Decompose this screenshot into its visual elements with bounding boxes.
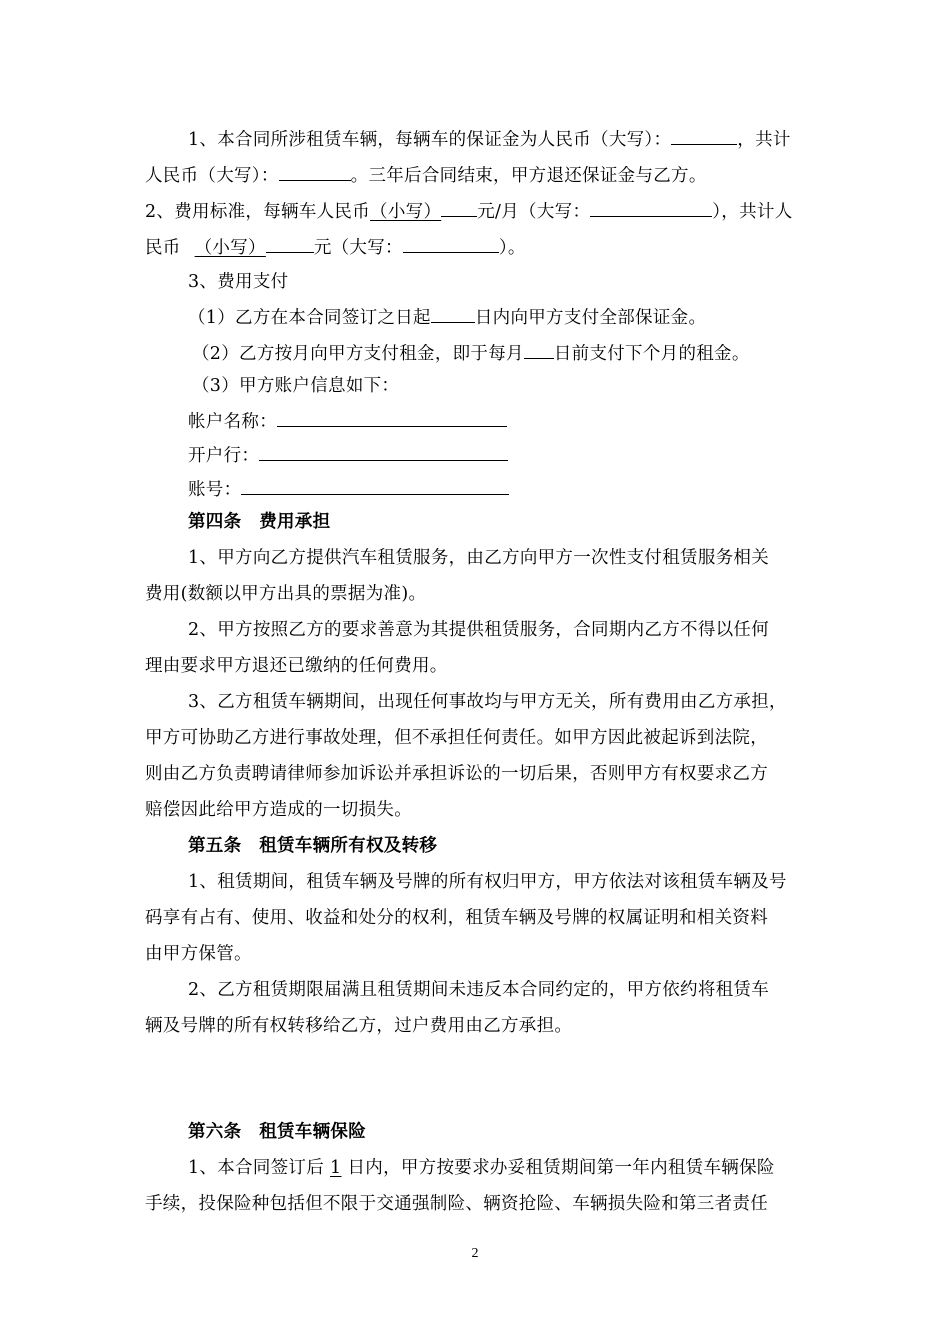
blank-total-amount bbox=[266, 234, 314, 253]
article-4-p3-line-2: 甲方可协助乙方进行事故处理，但不承担任何责任。如甲方因此被起诉到法院， bbox=[145, 728, 768, 748]
filled-days-value: 1 bbox=[330, 1158, 342, 1178]
clause-3-1-line-1: 1、本合同所涉租赁车辆，每辆车的保证金为人民币（大写）： ，共计 bbox=[188, 126, 791, 152]
bank-row bbox=[188, 442, 508, 468]
account-name-row bbox=[188, 408, 507, 434]
account-number-row bbox=[188, 476, 509, 502]
article-4-p2-line-1: 2、甲方按照乙方的要求善意为其提供租赁服务，合同期内乙方不得以任何 bbox=[188, 620, 770, 640]
underlined-lowercase-label: （小写） bbox=[370, 202, 442, 222]
article-4-p3-line-1: 3、乙方租赁车辆期间，出现任何事故均与甲方无关，所有费用由乙方承担， bbox=[188, 692, 787, 712]
blank-deposit-days bbox=[431, 304, 475, 323]
bank-label: 开户行： bbox=[188, 446, 260, 466]
article-5-p1-line-1: 1、租赁期间，租赁车辆及号牌的所有权归甲方，甲方依法对该租赁车辆及号 bbox=[188, 872, 787, 892]
article-5-p1-line-2: 码享有占有、使用、收益和处分的权利，租赁车辆及号牌的权属证明和相关资料 bbox=[145, 908, 768, 928]
article-6-p1-line-2: 手续，投保险种包括但不限于交通强制险、辆资抢险、车辆损失险和第三者责任 bbox=[145, 1194, 768, 1214]
blank-total-deposit bbox=[279, 162, 351, 181]
account-number-blank bbox=[241, 476, 509, 495]
article-6-heading: 第六条 租赁车辆保险 bbox=[188, 1122, 366, 1142]
clause-3-3-title: 3、费用支付 bbox=[188, 272, 289, 292]
page-number: 2 bbox=[471, 1246, 479, 1261]
article-4-p3-line-3: 则由乙方负责聘请律师参加诉讼并承担诉讼的一切后果，否则甲方有权要求乙方 bbox=[145, 764, 768, 784]
account-number-label: 账号： bbox=[188, 480, 242, 500]
article-5-p2-line-2: 辆及号牌的所有权转移给乙方，过户费用由乙方承担。 bbox=[145, 1016, 573, 1036]
clause-3-1-line-2: 人民币（大写）： 。三年后合同结束，甲方退还保证金与乙方。 bbox=[145, 162, 707, 188]
blank-total-uppercase bbox=[403, 234, 499, 253]
blank-monthly-uppercase bbox=[590, 198, 712, 217]
article-4-heading: 第四条 费用承担 bbox=[188, 512, 331, 532]
article-5-heading: 第五条 租赁车辆所有权及转移 bbox=[188, 836, 438, 856]
article-4-p1-line-2: 费用(数额以甲方出具的票据为准)。 bbox=[145, 584, 427, 604]
clause-3-3-3: （3）甲方账户信息如下： bbox=[192, 376, 400, 396]
article-4-p3-line-4: 赔偿因此给甲方造成的一切损失。 bbox=[145, 800, 412, 820]
article-4-p2-line-2: 理由要求甲方退还已缴纳的任何费用。 bbox=[145, 656, 448, 676]
clause-3-3-1: （1）乙方在本合同签订之日起 日内向甲方支付全部保证金。 bbox=[188, 304, 706, 330]
article-6-p1-line-1: 1、本合同签订后 1 日内，甲方按要求办妥租赁期间第一年内租赁车辆保险 bbox=[188, 1158, 775, 1178]
account-name-blank bbox=[277, 408, 507, 427]
blank-monthly-amount bbox=[441, 198, 477, 217]
underlined-lowercase-label: （小写） bbox=[194, 238, 266, 258]
clause-3-2-line-2: 民币 （小写） 元（大写： ）。 bbox=[145, 234, 526, 260]
bank-blank bbox=[259, 442, 508, 461]
account-name-label: 帐户名称： bbox=[188, 412, 277, 432]
blank-deposit-amount bbox=[671, 126, 737, 145]
article-4-p1-line-1: 1、甲方向乙方提供汽车租赁服务，由乙方向甲方一次性支付租赁服务相关 bbox=[188, 548, 770, 568]
blank-rent-day bbox=[524, 340, 554, 359]
article-5-p2-line-1: 2、乙方租赁期限届满且租赁期间未违反本合同约定的，甲方依约将租赁车 bbox=[188, 980, 770, 1000]
clause-3-2-line-1: 2、费用标准，每辆车人民币（小写） 元/月（大写： ），共计人 bbox=[145, 198, 793, 224]
article-5-p1-line-3: 由甲方保管。 bbox=[145, 944, 252, 964]
clause-3-3-2: （2）乙方按月向甲方支付租金，即于每月 日前支付下个月的租金。 bbox=[192, 340, 750, 366]
